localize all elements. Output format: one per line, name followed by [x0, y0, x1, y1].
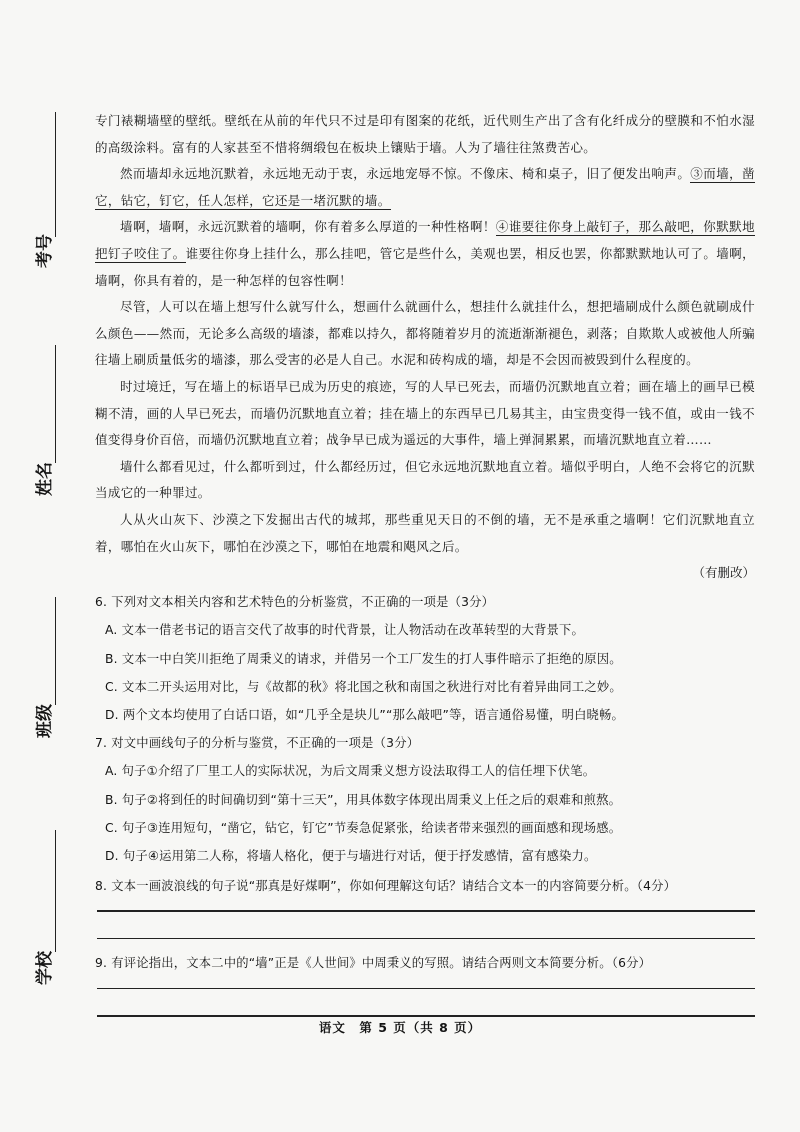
passage-paragraph: 时过境迁，写在墙上的标语早已成为历史的痕迹，写的人早已死去，而墙仍沉默地直立着；画在墙上的画早已模糊不清，画的人早已死去，而墙仍沉默地直立着；挂在墙上的东西早已几易其主，由宝贵变得一钱不值，或由一钱不值变得身价百倍，而墙仍沉默地直立着；战争早已成为遥远的大事件，墙上弹洞累累，而墙沉默地直立着……	[95, 378, 755, 448]
q6-option-d: D. 两个文本均使用了白话口语，如“几乎全是块儿”“那么敲吧”等，语言通俗易懂，明白晓畅。	[105, 707, 625, 722]
class-line	[55, 597, 56, 705]
passage-paragraph	[95, 214, 755, 294]
answer-line[interactable]	[97, 938, 755, 940]
passage-text: 谁要往你身上挂什么，那么挂吧，管它是些什么，美观也罢，相反也罢，你都默默地认可了。墙啊，墙啊，你具有着的，是一种怎样的包容性啊！	[95, 245, 756, 288]
q6-option-c: C. 文本二开头运用对比，与《故都的秋》将北国之秋和南国之秋进行对比有着异曲同工之妙。	[105, 679, 622, 694]
underlined-sentence-3: ③而墙，凿它，钻它，钉它，任人怎样，它还是一堵沉默的墙。	[95, 166, 755, 208]
passage-text: 然而墙却永远地沉默着，永远地无动于衷，永远地宠辱不惊。不像床、椅和桌子，旧了便发出响声。	[120, 166, 691, 182]
school-line	[55, 830, 56, 952]
passage-paragraph: 人从火山灰下、沙漠之下发掘出古代的城邦，那些重见天日的不倒的墙，无不是承重之墙啊！它们沉默地直立着，哪怕在火山灰下，哪怕在沙漠之下，哪怕在地震和飓风之后。	[95, 511, 755, 554]
question-7-stem: 7. 对文中画线句子的分析与鉴赏，不正确的一项是（3分）	[95, 736, 420, 751]
passage-paragraph: 墙什么都看见过，什么都听到过，什么都经历过，但它永远地沉默地直立着。墙似乎明白，人绝不会将它的沉默当成它的一种罪过。	[95, 458, 755, 501]
exam-number-label: 考号	[35, 234, 55, 268]
q7-option-d: D. 句子④运用第二人称，将墙人格化，便于与墙进行对话，便于抒发感情，富有感染力。	[105, 848, 597, 863]
exam-number-line	[55, 112, 56, 237]
name-label: 姓名	[35, 462, 55, 496]
question-8-stem: 8. 文本一画波浪线的句子说“那真是好煤啊”，你如何理解这句话？请结合文本一的内容简要分析。（4分）	[95, 879, 677, 894]
passage-text: 墙啊，墙啊，永远沉默着的墙啊，你有着多么厚道的一种性格啊！	[120, 219, 496, 235]
binding-margin	[0, 0, 72, 1132]
passage-paragraph: 尽管，人可以在墙上想写什么就写什么，想画什么就画什么，想挂什么就挂什么，想把墙刷成什么颜色就刷成什么颜色——然而，无论多么高级的墙漆，都难以持久，都将随着岁月的流逝渐渐褪色，剥落；自欺欺人或被他人所骗往墙上刷质量低劣的墙漆，那么受害的必是人自己。水泥和砖构成的墙，却是不会因而被毁到什么程度的。	[95, 299, 755, 368]
q7-option-a: A. 句子①介绍了厂里工人的实际状况，为后文周秉义想方设法取得工人的信任埋下伏笔。	[105, 764, 596, 779]
source-note: （有删改）	[692, 565, 755, 581]
q7-option-c: C. 句子③连用短句，“凿它，钻它，钉它”节奏急促紧张，给读者带来强烈的画面感和现场感。	[105, 820, 622, 835]
answer-line[interactable]	[97, 988, 755, 990]
underlined-sentence-4: ④谁要往你身上敲钉子，那么敲吧，你默默地把钉子咬住了。	[95, 219, 755, 261]
question-9-stem: 9. 有评论指出，文本二中的“墙”正是《人世间》中周秉义的写照。请结合两则文本简要分析。（6分）	[95, 956, 652, 971]
question-6-stem: 6. 下列对文本相关内容和艺术特色的分析鉴赏，不正确的一项是（3分）	[95, 595, 495, 610]
class-label: 班级	[35, 704, 55, 738]
page-content	[95, 108, 755, 1017]
answer-line[interactable]	[97, 910, 755, 912]
passage-paragraph: 专门裱糊墙壁的壁纸。壁纸在从前的年代只不过是印有图案的花纸，近代则生产出了含有化纤成分的壁膜和不怕水湿的高级涂料。富有的人家甚至不惜将绸缎包在板块上镶贴于墙。人为了墙往往煞费苦心。	[95, 113, 755, 155]
q6-option-a: A. 文本一借老书记的语言交代了故事的时代背景，让人物活动在改革转型的大背景下。	[105, 623, 584, 638]
school-label: 学校	[35, 951, 55, 985]
q6-option-b: B. 文本一中白笑川拒绝了周秉义的请求，并借另一个工厂发生的打人事件暗示了拒绝的原因。	[105, 651, 622, 666]
name-line	[55, 345, 56, 463]
answer-line[interactable]	[97, 1015, 755, 1017]
q7-option-b: B. 句子②将到任的时间确切到“第十三天”，用具体数字体现出周秉义上任之后的艰难和煎熬。	[105, 792, 622, 807]
passage-paragraph	[95, 161, 755, 214]
page-footer: 语文 第 5 页（共 8 页）	[318, 1020, 482, 1035]
